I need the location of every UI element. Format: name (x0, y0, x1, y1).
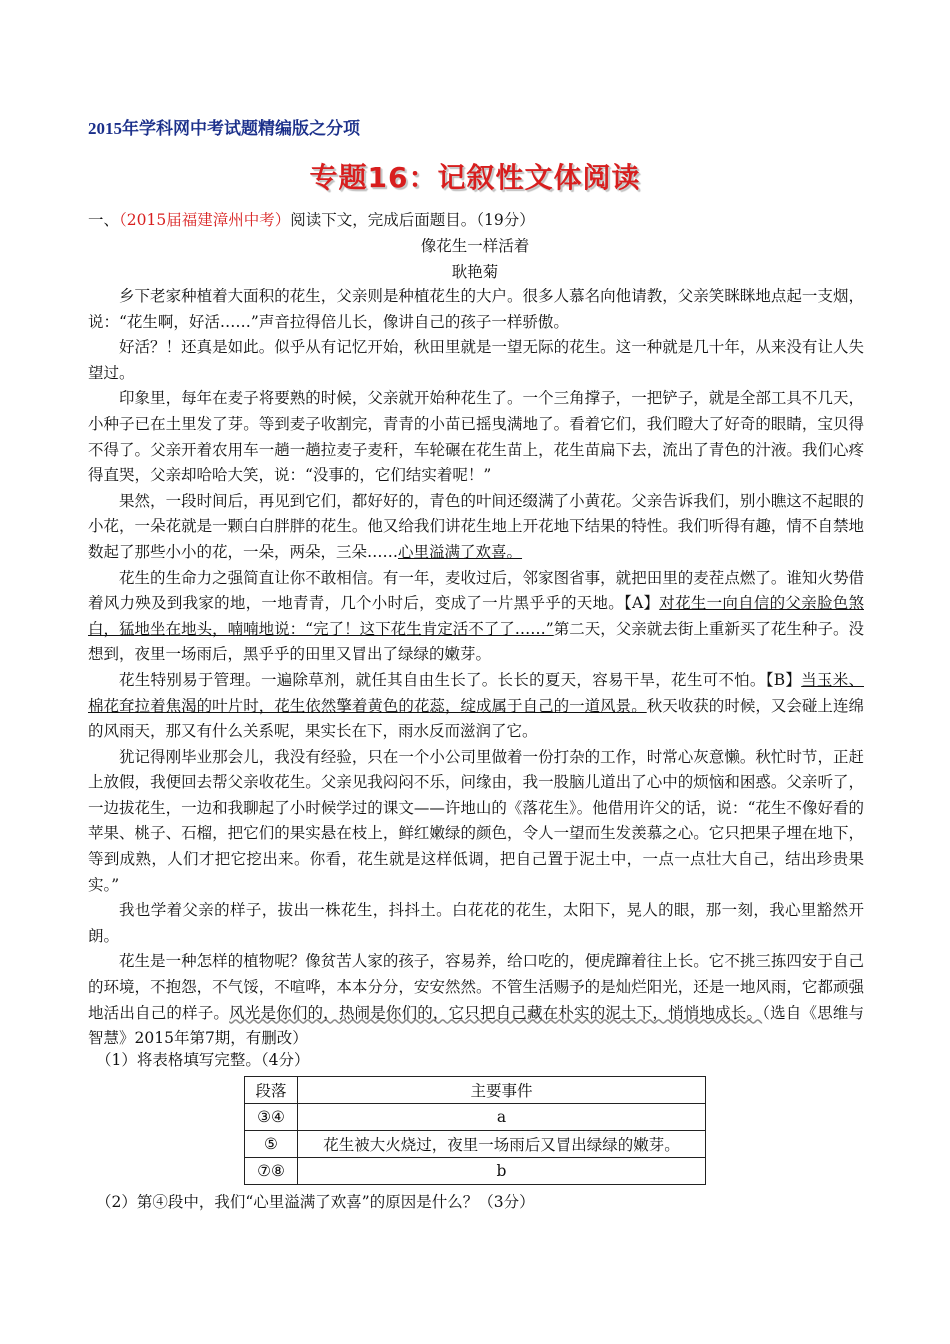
table-cell-paragraph: ③④ (245, 1104, 298, 1131)
table-cell-event: 花生被大火烧过，夜里一场雨后又冒出绿绿的嫩芽。 (298, 1131, 706, 1158)
table-cell-paragraph: ⑤ (245, 1131, 298, 1158)
paragraph-5-underlined-a: 对花生一向自信的父亲脸色煞白，猛地坐在地头，喃喃地说：“完了！这下花生肯定活不了了……” (88, 594, 864, 638)
table-cell-event: b (298, 1158, 706, 1185)
paragraph-9-wavy: 风光是你们的，热闹是你们的，它只把自己藏在朴实的泥土下，悄悄地成长。 (229, 1003, 763, 1022)
table-row (245, 1131, 706, 1158)
paragraph-6 (88, 668, 864, 745)
series-title: 2015年学科网中考试题精编版之分项 (88, 119, 360, 138)
article-title: 像花生一样活着 (420, 237, 530, 255)
paragraph-9 (88, 949, 864, 1051)
table-row (245, 1158, 706, 1185)
question-source: （2015届福建漳州中考） (119, 211, 291, 229)
paragraph-4-underlined: 心里溢满了欢喜。 (398, 542, 523, 561)
paragraph-1: 乡下老家种植着大面积的花生，父亲则是种植花生的大户。很多人慕名向他请教，父亲笑眯眯地点起一支烟，说：“花生啊，好活……”声音拉得倍儿长，像讲自己的孩子一样骄傲。 (88, 287, 864, 331)
paragraph-2: 好活？！还真是如此。似乎从有记忆开始，秋田里就是一望无际的花生。这一种就是几十年，从来没有让人失望过。 (88, 338, 864, 382)
paragraph-7: 犹记得刚毕业那会儿，我没有经验，只在一个小公司里做着一份打杂的工作，时常心灰意懒。秋忙时节，正赶上放假，我便回去帮父亲收花生。父亲见我闷闷不乐，问缘由，我一股脑儿道出了心中的烦恼和困惑。父亲听了，一边拔花生，一边和我聊起了小时候学过的课文——许地山的《落花生》。他借用许父的话，说：“花生不像好看的苹果、桃子、石榴，把它们的果实悬在枝上，鲜红嫩绿的颜色，令人一望而生发羡慕之心。它只把果子埋在地下，等到成熟，人们才把它挖出来。你看，花生就是这样低调，把自己置于泥土中，一点一点壮大自己，结出珍贵果实。” (88, 747, 864, 894)
question-1-label: （1）将表格填写完整。（4分） (96, 1051, 310, 1069)
table-cell-paragraph: ⑦⑧ (245, 1158, 298, 1185)
paragraph-6-tail: 秋天收获的时候，又会碰上连绵的风雨天，那又有什么关系呢，果实长在下，雨水反而滋润了它。 (88, 696, 864, 741)
paragraph-8: 我也学着父亲的样子，拔出一株花生，抖抖土。白花花的花生，太阳下，晃人的眼，那一刻，我心里豁然开朗。 (88, 901, 864, 945)
paragraph-5 (88, 566, 864, 668)
paragraph-3: 印象里，每年在麦子将要熟的时候，父亲就开始种花生了。一个三角撑子，一把铲子，就是全部工具不几天，小种子已在土里发了芽。等到麦子收割完，青青的小苗已摇曳满地了。看着它们，我们瞪大了好奇的眼睛，宝贝得不得了。父亲开着农用车一趟一趟拉麦子麦秆，车轮碾在花生苗上，花生苗扁下去，流出了青色的汁液。我们心疼得直哭，父亲却哈哈大笑，说：“没事的，它们结实着呢！” (88, 389, 864, 485)
question-instruction: 阅读下文，完成后面题目。（19分） (290, 211, 535, 229)
table-header-cell: 段落 (245, 1077, 298, 1104)
article-author: 耿艳菊 (451, 263, 499, 281)
question-number: 一、 (88, 211, 120, 229)
article-source: （选自《思维与智慧》2015年第7期，有删改） (88, 1003, 864, 1048)
paragraph-6-text: 花生特别易于管理。一遍除草剂，就任其自由生长了。长长的夏天，容易干旱，花生可不怕。【B】 (119, 670, 802, 689)
article-body (88, 284, 864, 1052)
question-2-label: （2）第④段中，我们“心里溢满了欢喜”的原因是什么？（3分） (96, 1193, 535, 1211)
table-cell-event: a (298, 1104, 706, 1131)
paragraph-5-text: 花生的生命力之强简直让你不敢相信。有一年，麦收过后，邻家图省事，就把田里的麦茬点燃了。谁知火势借着风力殃及到我家的地，一地青青，几个小时后，变成了一片黑乎乎的天地。【A】 (88, 568, 864, 613)
question-intro (88, 208, 535, 230)
table-header-cell: 主要事件 (298, 1077, 706, 1104)
paragraph-9-text: 花生是一种怎样的植物呢？像贫苦人家的孩子，容易养，给口吃的，便虎蹿着往上长。它不挑三拣四安于自己的环境，不抱怨，不气馁，不喧哗，本本分分，安安然然。不管生活赐予的是灿烂阳光，还是一地风雨，它都顽强地活出自己的样子。 (88, 952, 864, 1022)
topic-title: 专题16：记叙性文体阅读 (309, 161, 641, 194)
paragraph-4 (88, 489, 864, 566)
paragraph-5-tail: 第二天，父亲就去街上重新买了花生种子。没想到，夜里一场雨后，黑乎乎的田里又冒出了绿绿的嫩芽。 (88, 619, 864, 664)
events-table (244, 1076, 706, 1185)
paragraph-6-underlined-b: 当玉米、棉花耷拉着焦渴的叶片时，花生依然擎着黄色的花蕊，绽成属于自己的一道风景。 (88, 670, 864, 715)
table-row (245, 1104, 706, 1131)
paragraph-4-text: 果然，一段时间后，再见到它们，都好好的，青色的叶间还缀满了小黄花。父亲告诉我们，别小瞧这不起眼的小花，一朵花就是一颗白白胖胖的花生。他又给我们讲花生地上开花地下结果的特性。我们听得有趣，情不自禁地数起了那些小小的花，一朵，两朵，三朵…… (88, 491, 864, 561)
table-header-row (245, 1077, 706, 1104)
